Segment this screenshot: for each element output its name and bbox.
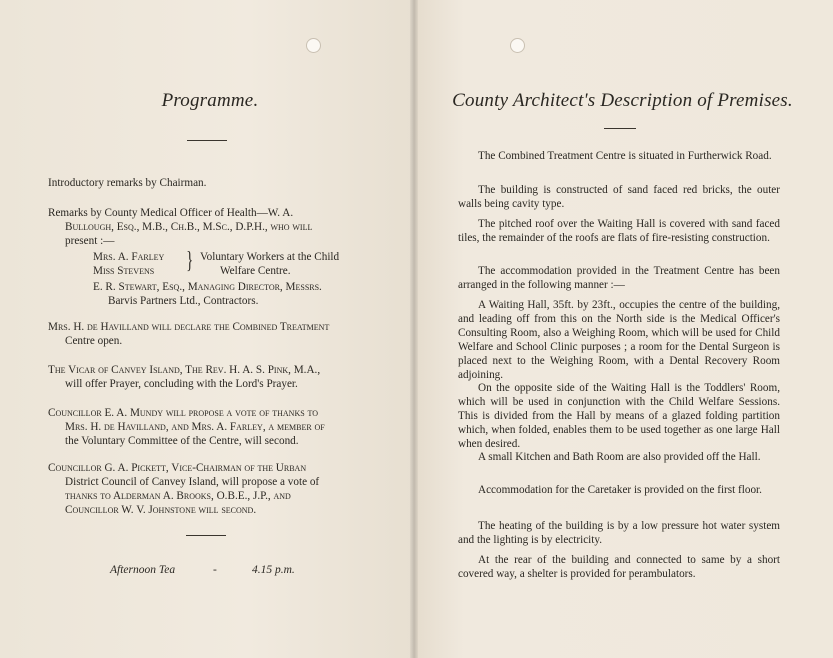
page-fold: [410, 0, 418, 658]
paragraph-location: The Combined Treatment Centre is situated in Furtherwick Road.: [478, 150, 772, 162]
paragraph-waiting-hall: A Waiting Hall, 35ft. by 23ft., occupies the centre of the building, and leading off from this on the North side is the Medical Officer's Consulting Room, also a Weighing Room, which will be used for Child Welfare and School Clinic purposes ; a room for the Dental Surgeon is placed next to the Weighing Room, with a Dental Recovery Room adjoining.: [458, 299, 780, 381]
havilland-line-2: Centre open.: [65, 335, 123, 347]
pickett-line-4: Councillor W. V. Johnstone will second.: [65, 504, 257, 516]
name-farley: Mrs. A. Farley: [93, 251, 165, 263]
mundy-line-3: the Voluntary Committee of the Centre, will second.: [65, 435, 299, 447]
paragraph-heating: The heating of the building is by a low pressure hot water system and the lighting is by electricity.: [458, 520, 780, 546]
mundy-line-1: Councillor E. A. Mundy will propose a vote of thanks to: [48, 407, 319, 419]
pickett-line-3: thanks to Alderman A. Brooks, O.B.E., J.P., and: [65, 490, 291, 502]
paragraph-caretaker: Accommodation for the Caretaker is provided on the first floor.: [478, 484, 762, 496]
punch-hole-left: [306, 38, 321, 53]
pickett-line-1: Councillor G. A. Pickett, Vice-Chairman of the Urban: [48, 462, 307, 474]
tea-time: 4.15 p.m.: [252, 564, 295, 576]
punch-hole-right: [510, 38, 525, 53]
stewart-line-1: E. R. Stewart, Esq., Managing Director, Messrs.: [93, 281, 322, 293]
description-heading: County Architect's Description of Premises.: [452, 90, 793, 111]
paragraph-construction: The building is constructed of sand faced red bricks, the outer walls being cavity type.: [458, 184, 780, 210]
remarks-line-2: Bullough, Esq., M.B., Ch.B., M.Sc., D.P.H., who will: [65, 221, 313, 233]
paragraph-toddlers-room: On the opposite side of the Waiting Hall is the Toddlers' Room, which will be used in conjunction with the Child Welfare Sessions. This is divided from the Hall by means of a glazed folding partition which, when folded, enables them to be used together as one large Hall when desired.: [458, 382, 780, 450]
brace-glyph: }: [186, 248, 194, 274]
paragraph-accommodation: The accommodation provided in the Treatment Centre has been arranged in the following manner :—: [458, 265, 780, 291]
intro-remarks: Introductory remarks by Chairman.: [48, 177, 207, 189]
stewart-line-2: Barvis Partners Ltd., Contractors.: [108, 295, 259, 307]
name-stevens: Miss Stevens: [93, 265, 155, 277]
pickett-line-2: District Council of Canvey Island, will propose a vote of: [65, 476, 320, 488]
tea-dash: -: [213, 564, 217, 576]
paragraph-shelter: At the rear of the building and connected to same by a short covered way, a shelter is provided for perambulators.: [458, 554, 780, 580]
paragraph-kitchen: A small Kitchen and Bath Room are also provided off the Hall.: [478, 451, 761, 463]
remarks-line-3: present :—: [65, 235, 115, 247]
programme-bottom-rule: [186, 535, 226, 536]
tea-label: Afternoon Tea: [110, 564, 176, 576]
havilland-line-1: Mrs. H. de Havilland will declare the Combined Treatment: [48, 321, 330, 333]
voluntary-line-2: Welfare Centre.: [220, 265, 291, 277]
remarks-line-1: Remarks by County Medical Officer of Health—W. A.: [48, 207, 294, 219]
vicar-line-2: will offer Prayer, concluding with the Lord's Prayer.: [65, 378, 298, 390]
voluntary-line-1: Voluntary Workers at the Child: [200, 251, 340, 263]
vicar-line-1: The Vicar of Canvey Island, The Rev. H. A. S. Pink, M.A.,: [48, 364, 321, 376]
paragraph-roof: The pitched roof over the Waiting Hall is covered with sand faced tiles, the remainder of the roofs are flats of fire-resisting construction.: [458, 218, 780, 244]
mundy-line-2: Mrs. H. de Havilland, and Mrs. A. Farley, a member of: [65, 421, 325, 433]
description-heading-rule: [604, 128, 636, 129]
programme-heading-rule: [187, 140, 227, 141]
programme-heading: Programme.: [161, 90, 259, 111]
